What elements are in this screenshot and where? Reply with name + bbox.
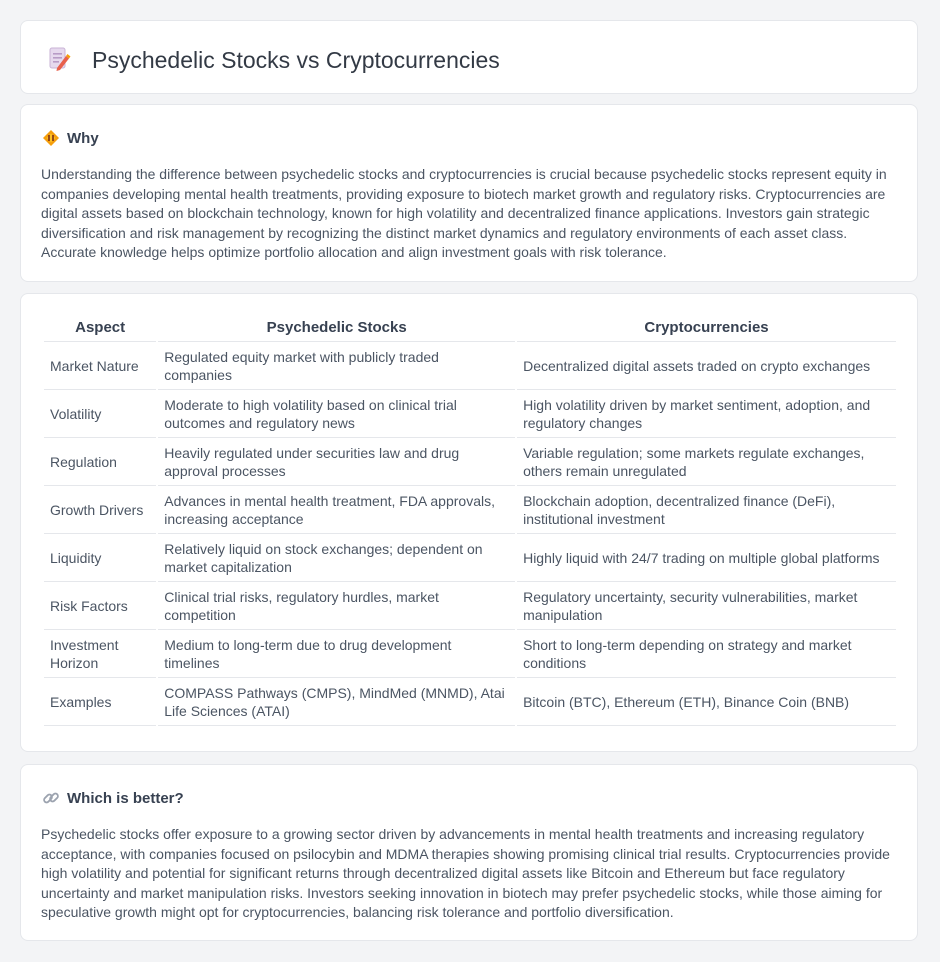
better-text: Psychedelic stocks offer exposure to a growing sector driven by advancements in mental health treatments and increasing regulatory acceptance, with companies focused on psilocybin and MDMA therapies showing promising clinical trial results. Cryptocurrencies provide high volatility and potential for significant returns through decentralized digital assets like Bitcoin and Ethereum but face regulatory uncertainty and market manipulation risks. Investors seeking innovation in biotech may prefer psychedelic stocks, while those aiming for speculative growth might opt for cryptocurrencies, balancing risk tolerance and portfolio diversification. <box>41 826 890 921</box>
psychedelic-cell: Medium to long-term due to drug development timelines <box>158 630 515 678</box>
document-pencil-icon <box>46 46 72 72</box>
crypto-cell: Highly liquid with 24/7 trading on multiple global platforms <box>517 534 896 582</box>
aspect-cell: Examples <box>44 678 156 726</box>
link-icon <box>42 789 60 807</box>
column-header-aspect: Aspect <box>44 311 156 342</box>
crypto-cell: Bitcoin (BTC), Ethereum (ETH), Binance Coin (BNB) <box>517 678 896 726</box>
crypto-cell: High volatility driven by market sentiment, adoption, and regulatory changes <box>517 390 896 438</box>
table-row <box>44 342 896 390</box>
table-header-row <box>44 311 896 342</box>
why-text: Understanding the difference between psychedelic stocks and cryptocurrencies is crucial because psychedelic stocks represent equity in companies developing mental health treatments, providing exposure to biotech market growth and regulatory risks. Cryptocurrencies are digital assets based on blockchain technology, known for high volatility and decentralized finance applications. Investors gain strategic diversification and risk management by recognizing the distinct market dynamics and regulatory environments of each asset class. Accurate knowledge helps optimize portfolio allocation and align investment goals with risk tolerance. <box>41 166 887 261</box>
column-header-psychedelic-stocks: Psychedelic Stocks <box>158 311 515 342</box>
aspect-cell: Volatility <box>44 390 156 438</box>
table-row <box>44 486 896 534</box>
crypto-cell: Short to long-term depending on strategy and market conditions <box>517 630 896 678</box>
psychedelic-cell: Relatively liquid on stock exchanges; dependent on market capitalization <box>158 534 515 582</box>
psychedelic-cell: Regulated equity market with publicly traded companies <box>158 342 515 390</box>
psychedelic-cell: Clinical trial risks, regulatory hurdles, market competition <box>158 582 515 630</box>
page-title: Psychedelic Stocks vs Cryptocurrencies <box>92 47 500 73</box>
why-section <box>20 104 918 282</box>
which-is-better-section <box>20 764 918 941</box>
table-row <box>44 678 896 726</box>
aspect-cell: Growth Drivers <box>44 486 156 534</box>
aspect-cell: Risk Factors <box>44 582 156 630</box>
diamond-warning-icon <box>42 129 60 147</box>
crypto-cell: Blockchain adoption, decentralized finance (DeFi), institutional investment <box>517 486 896 534</box>
crypto-cell: Decentralized digital assets traded on crypto exchanges <box>517 342 896 390</box>
better-heading-row <box>42 788 184 808</box>
psychedelic-cell: Advances in mental health treatment, FDA approvals, increasing acceptance <box>158 486 515 534</box>
aspect-cell: Investment Horizon <box>44 630 156 678</box>
header-card <box>20 20 918 94</box>
comparison-table <box>42 311 898 726</box>
table-row <box>44 582 896 630</box>
table-row <box>44 630 896 678</box>
crypto-cell: Regulatory uncertainty, security vulnerabilities, market manipulation <box>517 582 896 630</box>
psychedelic-cell: COMPASS Pathways (CMPS), MindMed (MNMD), Atai Life Sciences (ATAI) <box>158 678 515 726</box>
crypto-cell: Variable regulation; some markets regulate exchanges, others remain unregulated <box>517 438 896 486</box>
comparison-table-card <box>20 293 918 752</box>
table-row <box>44 390 896 438</box>
why-heading-row <box>42 128 99 148</box>
table-row <box>44 438 896 486</box>
why-heading: Why <box>67 129 99 147</box>
aspect-cell: Market Nature <box>44 342 156 390</box>
aspect-cell: Liquidity <box>44 534 156 582</box>
aspect-cell: Regulation <box>44 438 156 486</box>
psychedelic-cell: Heavily regulated under securities law and drug approval processes <box>158 438 515 486</box>
psychedelic-cell: Moderate to high volatility based on clinical trial outcomes and regulatory news <box>158 390 515 438</box>
table-row <box>44 534 896 582</box>
column-header-cryptocurrencies: Cryptocurrencies <box>517 311 896 342</box>
better-heading: Which is better? <box>67 789 184 807</box>
